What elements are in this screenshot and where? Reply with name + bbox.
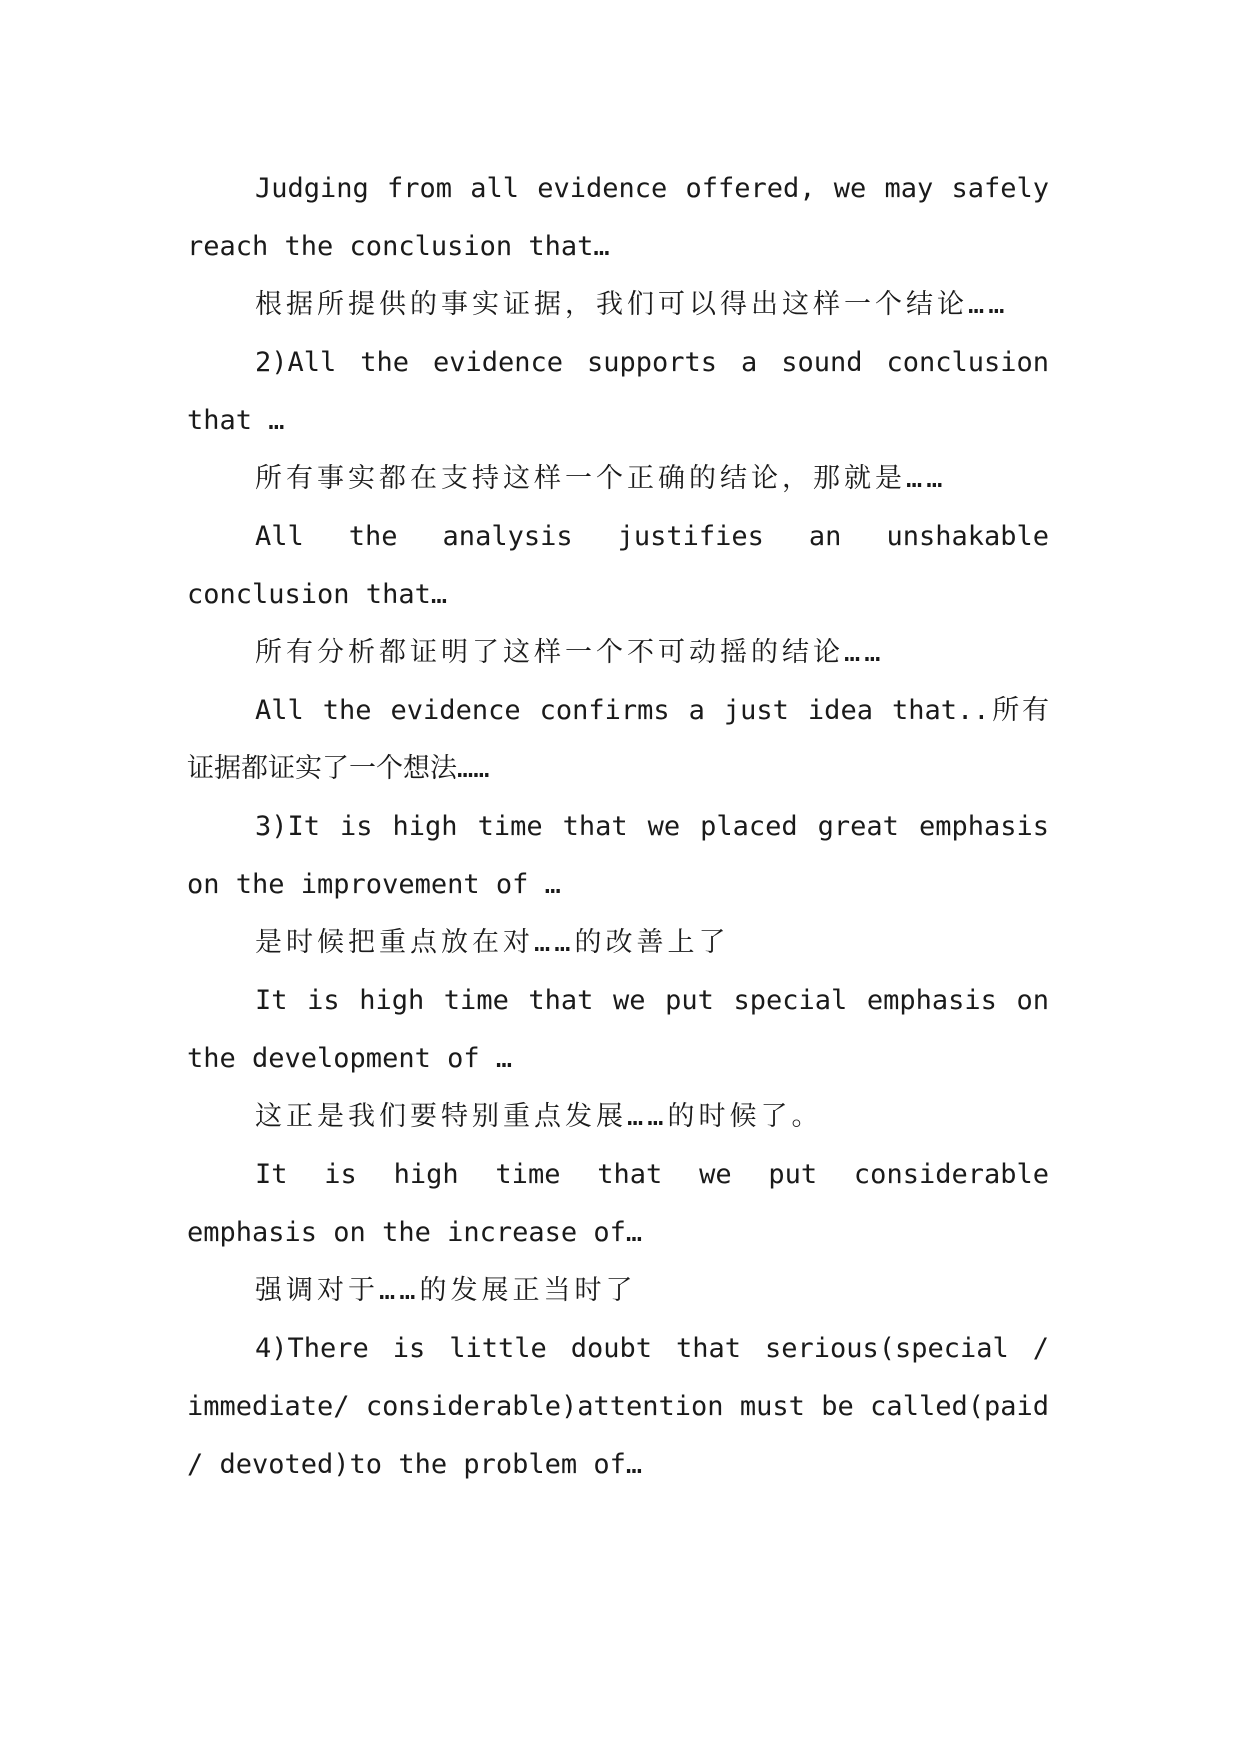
paragraph: 所有事实都在支持这样一个正确的结论，那就是…… <box>255 463 947 494</box>
paragraph: It is high time that we put considerable emphasis on the increase of… <box>187 1159 1049 1248</box>
paragraph: 是时候把重点放在对……的改善上了 <box>255 927 730 958</box>
paragraph: 2)All the evidence supports a sound conclusion that … <box>187 347 1049 436</box>
document-body <box>187 160 1049 1494</box>
paragraph: 所有分析都证明了这样一个不可动摇的结论…… <box>255 637 885 668</box>
paragraph: It is high time that we put special emphasis on the development of … <box>187 985 1049 1074</box>
paragraph: All the analysis justifies an unshakable conclusion that… <box>187 521 1049 610</box>
paragraph: 3)It is high time that we placed great emphasis on the improvement of … <box>187 811 1049 900</box>
paragraph: 4)There is little doubt that serious(special / immediate/ considerable)attention must be called(paid / devoted)to the problem of… <box>187 1333 1049 1480</box>
paragraph: 根据所提供的事实证据，我们可以得出这样一个结论…… <box>255 289 1009 320</box>
paragraph: 这正是我们要特别重点发展……的时候了。 <box>255 1101 823 1132</box>
paragraph: Judging from all evidence offered, we may safely reach the conclusion that… <box>187 173 1049 262</box>
paragraph: All the evidence confirms a just idea that..所有证据都证实了一个想法…… <box>187 695 1049 784</box>
paragraph: 强调对于……的发展正当时了 <box>255 1275 637 1306</box>
